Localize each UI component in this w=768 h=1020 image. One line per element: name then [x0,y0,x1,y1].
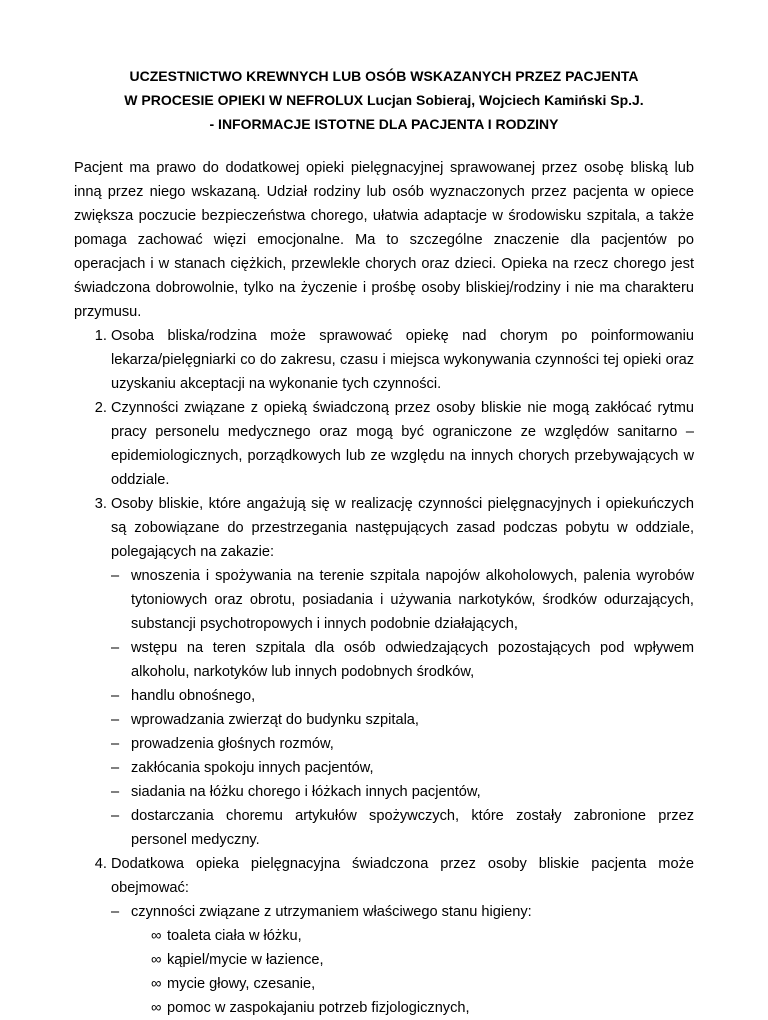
title-line-2: W PROCESIE OPIEKI W NEFROLUX Lucjan Sobieraj, Wojciech Kamiński Sp.J. [124,92,644,108]
prohibition-item: – siadania na łóżku chorego i łóżkach innych pacjentów, [111,780,694,804]
list-item-2 [111,396,694,492]
document-title [74,64,694,136]
prohibition-item: – wstępu na teren szpitala dla osób odwiedzających pozostających pod wpływem alkoholu, narkotyków lub innych podobnych środków, [111,636,694,684]
prohibition-item: – prowadzenia głośnych rozmów, [111,732,694,756]
prohibition-item: – zakłócania spokoju innych pacjentów, [111,756,694,780]
hygiene-task-item: ∞ toaleta ciała w łóżku, [151,924,694,948]
prohibition-item: – wnoszenia i spożywania na terenie szpitala napojów alkoholowych, palenia wyrobów tytoniowych oraz obrotu, posiadania i używania narkotyków, środków odurzających, substancji psychotropowych i innych podobnie działających, [111,564,694,636]
care-activities-list [111,900,694,1020]
hygiene-task-item: ∞ mycie głowy, czesanie, [151,972,694,996]
list-item-text: Czynności związane z opieką świadczoną przez osoby bliskie nie mogą zakłócać rytmu pracy personelu medycznego oraz mogą być ograniczone ze względów sanitarno – epidemiologicznych, porządkowych lub ze względu na innych chorych przebywających w oddziale. [111,400,694,488]
title-line-3: - INFORMACJE ISTOTNE DLA PACJENTA I RODZINY [209,116,559,132]
hygiene-task-item: ∞ kąpiel/mycie w łazience, [151,948,694,972]
prohibition-item: – dostarczania choremu artykułów spożywczych, które zostały zabronione przez personel medyczny. [111,804,694,852]
prohibition-item: – handlu obnośnego, [111,684,694,708]
list-item-text: Osoba bliska/rodzina może sprawować opiekę nad chorym po poinformowaniu lekarza/pielęgniarki co do zakresu, czasu i miejsca wykonywania czynności tej opieki oraz uzyskaniu akceptacji na wykonanie tych czynności. [111,328,694,392]
care-activity-text: czynności związane z utrzymaniem właściwego stanu higieny: [131,904,532,920]
list-item-text: Osoby bliskie, które angażują się w realizację czynności pielęgnacyjnych i opiekuńczych są zobowiązane do przestrzegania następujących zasad podczas pobytu w oddziale, polegających na zakazie: [111,496,694,560]
intro-paragraph: Pacjent ma prawo do dodatkowej opieki pielęgnacyjnej sprawowanej przez osobę bliską lub inną przez niego wskazaną. Udział rodziny lub osób wyznaczonych przez pacjenta w opiece zwiększa poczucie bezpieczeństwa chorego, ułatwia adaptacje w środowisku szpitala, a także pomaga zachować więzi emocjonalne. Ma to szczególne znaczenie dla pacjentów po operacjach i w stanach ciężkich, przewlekle chorych oraz dzieci. Opieka na rzecz chorego jest świadczona dobrowolnie, tylko na życzenie i prośbę osoby bliskiej/rodziny i nie ma charakteru przymusu. [74,160,694,320]
list-item-3 [111,492,694,852]
rules-list [74,324,694,1020]
list-item-1 [111,324,694,396]
hygiene-task-item: ∞ pomoc w zaspokajaniu potrzeb fizjologicznych, [151,996,694,1020]
care-activity-item [111,900,694,1020]
list-item-text: Dodatkowa opieka pielęgnacyjna świadczona przez osoby bliskie pacjenta może obejmować: [111,856,694,896]
prohibitions-list [111,564,694,852]
prohibition-item: – wprowadzania zwierząt do budynku szpitala, [111,708,694,732]
list-item-4 [111,852,694,1020]
hygiene-tasks-list [131,924,694,1020]
title-line-1: UCZESTNICTWO KREWNYCH LUB OSÓB WSKAZANYCH PRZEZ PACJENTA [129,68,639,84]
